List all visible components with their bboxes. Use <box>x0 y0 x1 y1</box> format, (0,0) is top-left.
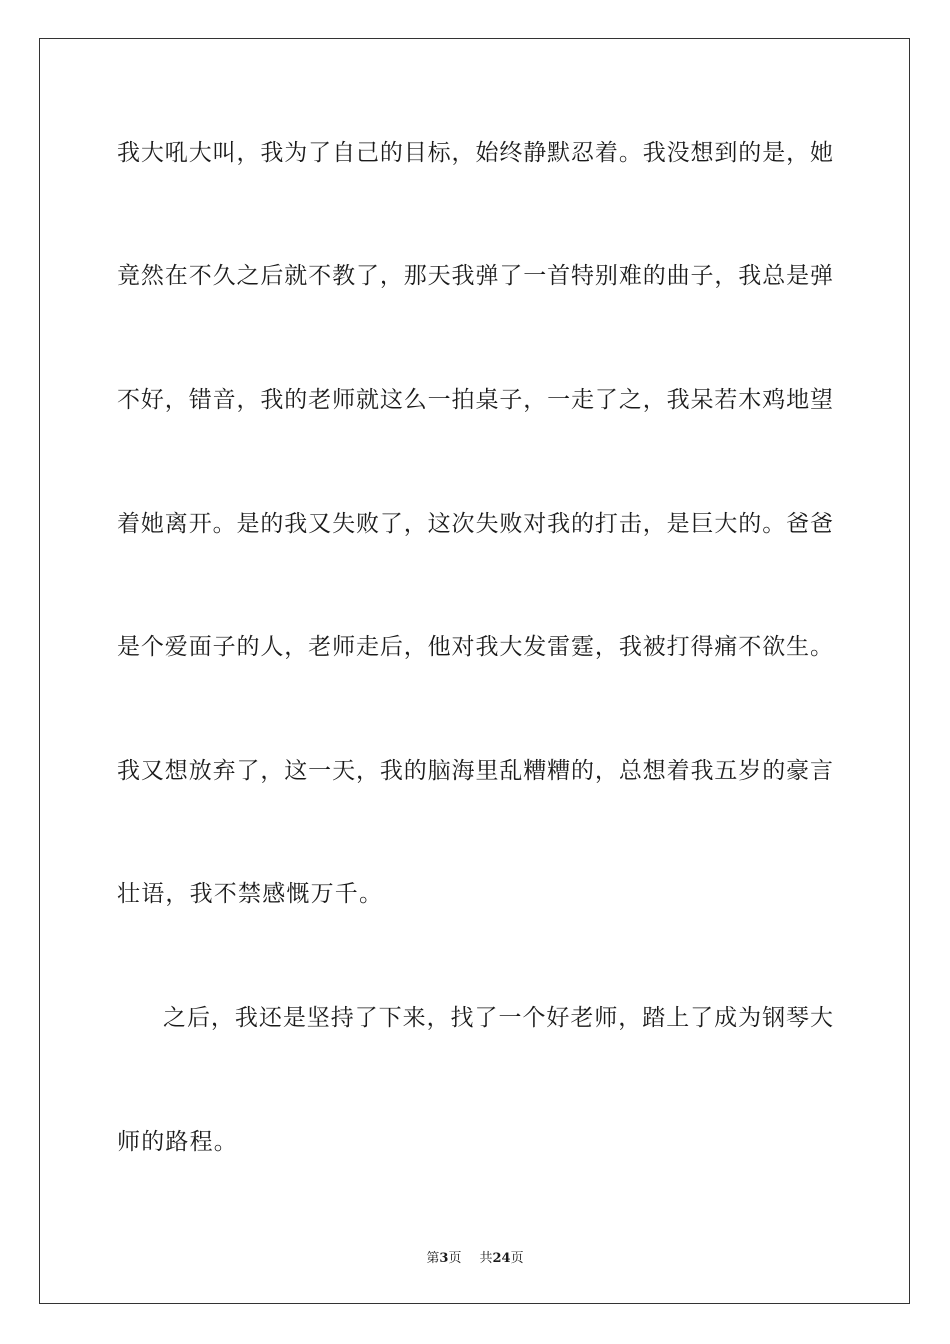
page-border <box>39 38 910 1304</box>
page-number: 3 <box>439 1251 449 1266</box>
paragraph-line-7: 壮语，我不禁感慨万千。 <box>117 881 384 907</box>
paragraph-line-4: 着她离开。是的我又失败了，这次失败对我的打击，是巨大的。爸爸 <box>117 511 833 537</box>
paragraph-line-2: 竟然在不久之后就不教了，那天我弹了一首特别难的曲子，我总是弹 <box>117 263 833 289</box>
page-suffix: 页 <box>448 1251 462 1266</box>
total-prefix: 共 <box>479 1251 493 1266</box>
page-prefix: 第 <box>426 1251 440 1266</box>
page-footer <box>0 1247 950 1266</box>
paragraph-line-3: 不好，错音，我的老师就这么一拍桌子，一走了之，我呆若木鸡地望 <box>117 387 833 413</box>
total-pages: 24 <box>492 1251 511 1266</box>
paragraph-line-8: 之后，我还是坚持了下来，找了一个好老师，踏上了成为钢琴大 <box>163 1005 833 1031</box>
paragraph-line-5: 是个爱面子的人，老师走后，他对我大发雷霆，我被打得痛不欲生。 <box>117 634 833 660</box>
paragraph-line-9: 师的路程。 <box>117 1129 238 1155</box>
total-suffix: 页 <box>510 1251 524 1266</box>
paragraph-line-6: 我又想放弃了，这一天，我的脑海里乱糟糟的，总想着我五岁的豪言 <box>117 758 833 784</box>
paragraph-line-1: 我大吼大叫，我为了自己的目标，始终静默忍着。我没想到的是，她 <box>117 140 833 166</box>
